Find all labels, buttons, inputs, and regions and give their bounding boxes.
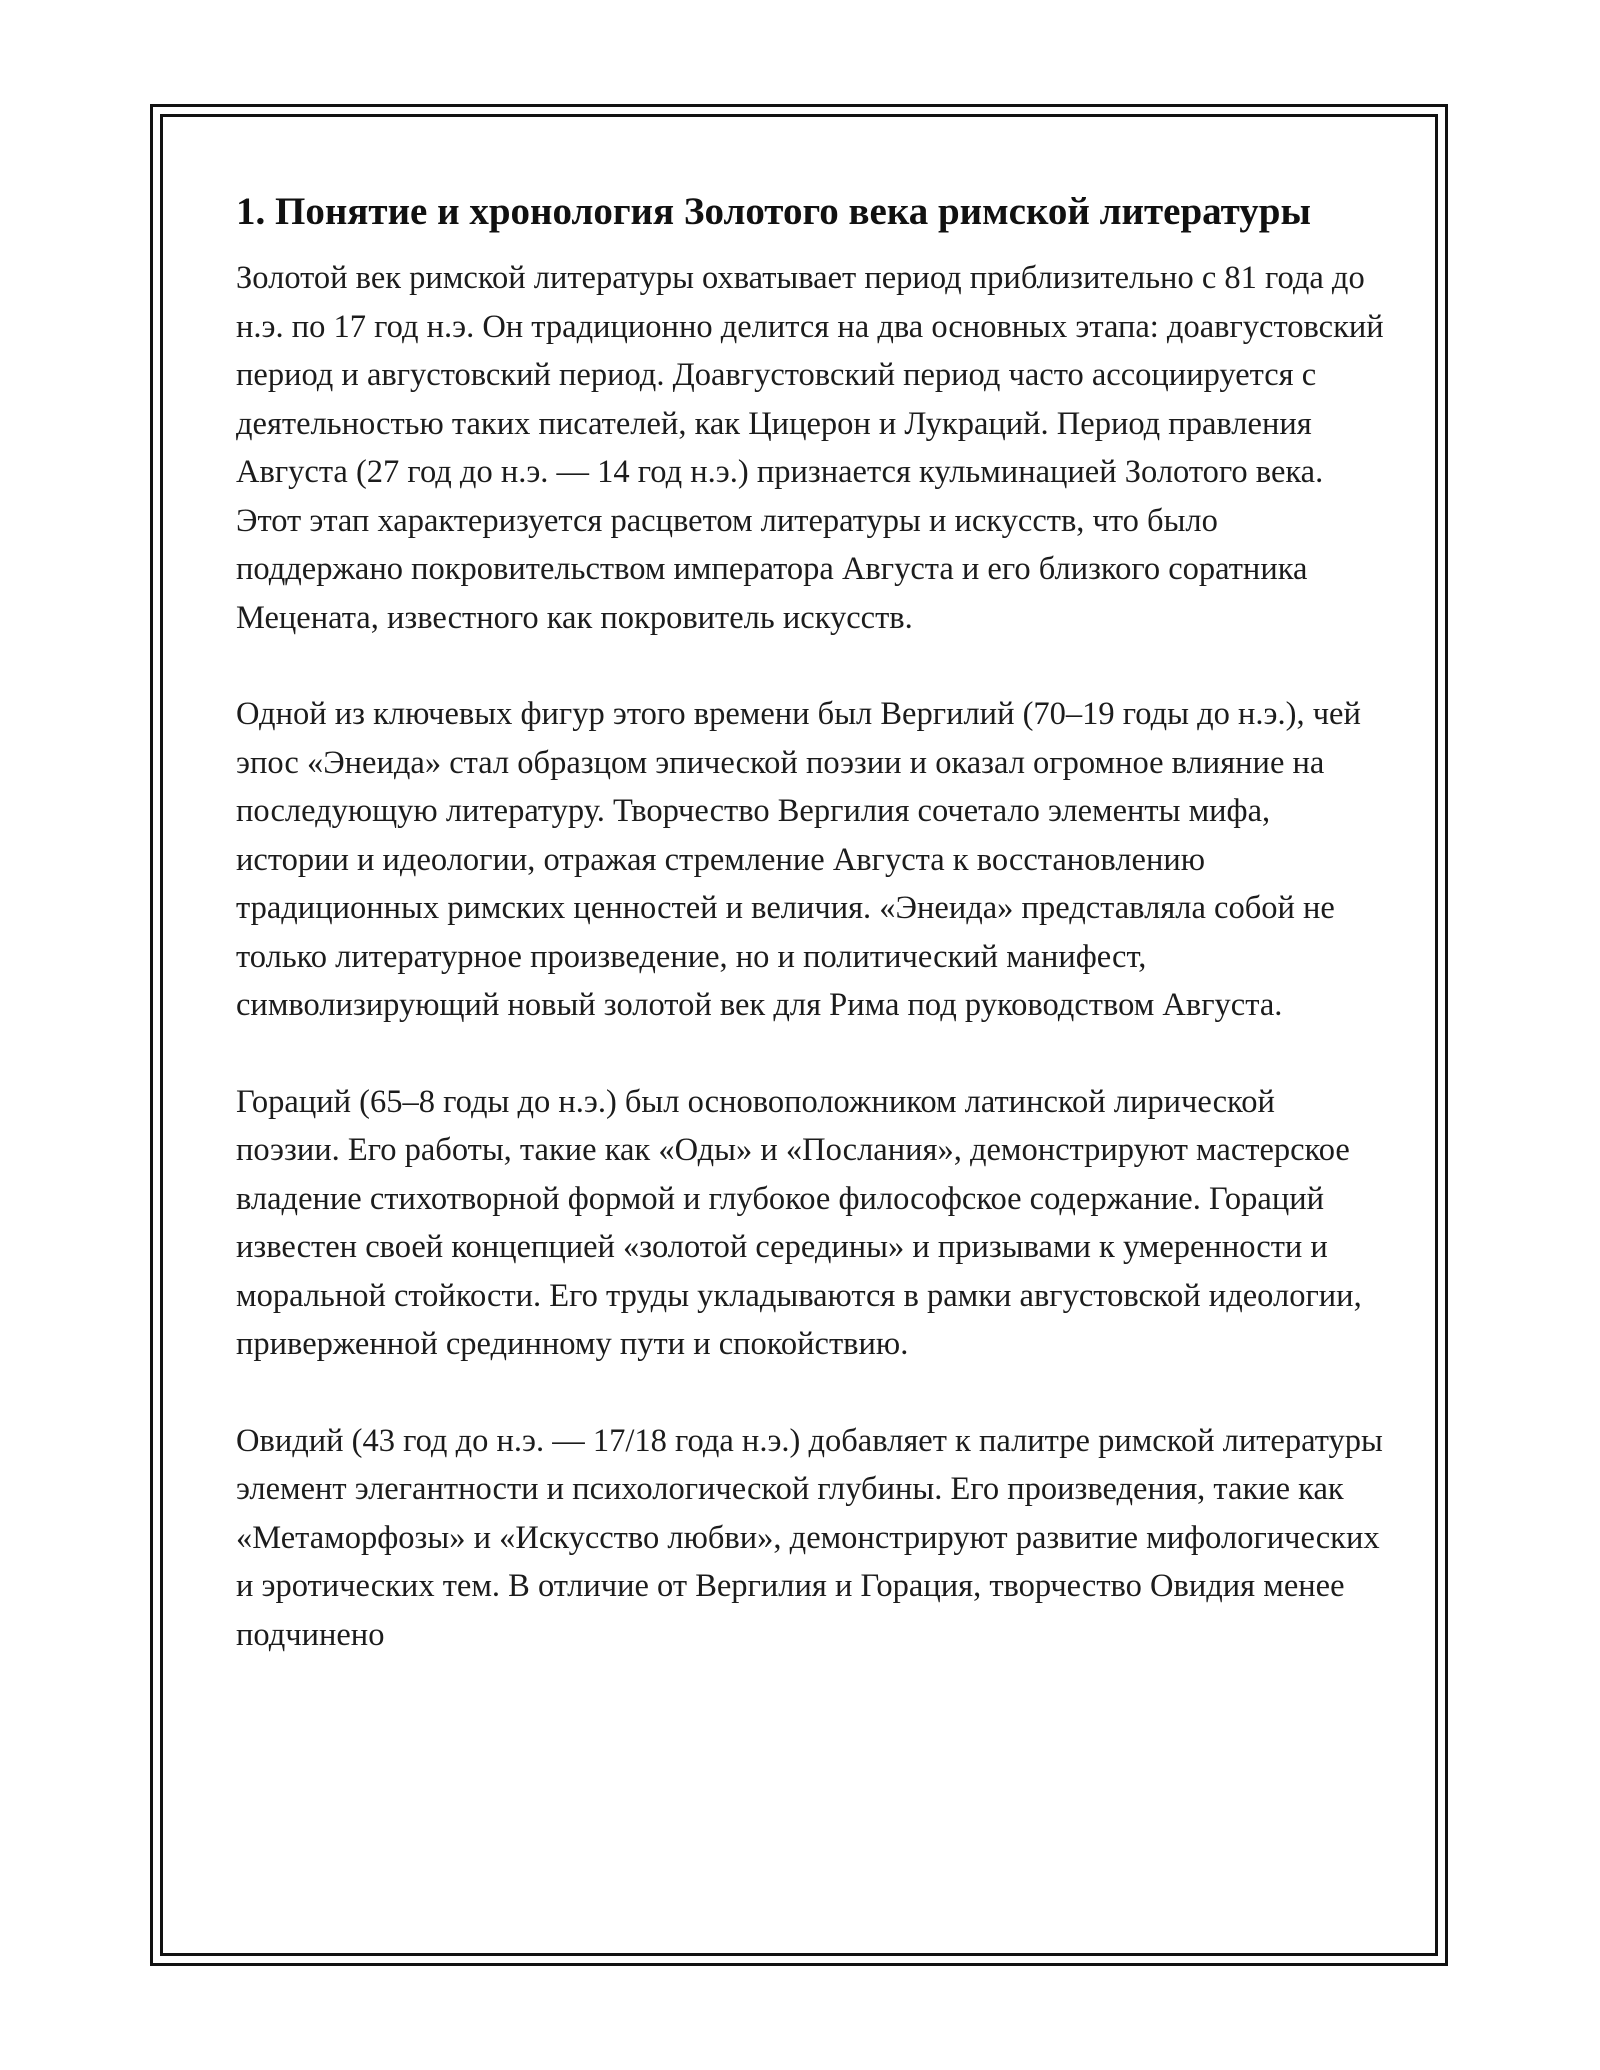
- paragraph-3: Гораций (65–8 годы до н.э.) был основоположником латинской лирической поэзии. Его работы, такие как «Оды» и «Послания», демонстрируют мастерское владение стихотворной формой и глубокое философское содержание. Гораций известен своей концепцией «золотой середины» и призывами к умеренности и моральной стойкости. Его труды укладываются в рамки августовской идеологии, приверженной срединному пути и спокойствию.: [236, 1083, 1362, 1362]
- paragraph-1: Золотой век римской литературы охватывает период приблизительно с 81 года до н.э. по 17 год н.э. Он традиционно делится на два основных этапа: доавгустовский период и августовский период. Доавгустовский период часто ассоциируется с деятельностью таких писателей, как Цицерон и Лукраций. Период правления Августа (27 год до н.э. — 14 год н.э.) признается кульминацией Золотого века. Этот этап характеризуется расцветом литературы и искусств, что было поддержано покровительством императора Августа и его близкого соратника Мецената, известного как покровитель искусств.: [236, 260, 1384, 636]
- document-body: [236, 184, 1386, 1707]
- section-heading: 1. Понятие и хронология Золотого века римской литературы: [236, 190, 1311, 233]
- paragraph-2: Одной из ключевых фигур этого времени был Вергилий (70–19 годы до н.э.), чей эпос «Энеида» стал образцом эпической поэзии и оказал огромное влияние на последующую литературу. Творчество Вергилия сочетало элементы мифа, истории и идеологии, отражая стремление Августа к восстановлению традиционных римских ценностей и величия. «Энеида» представляла собой не только литературное произведение, но и политический манифест, символизирующий новый золотой век для Рима под руководством Августа.: [236, 696, 1361, 1023]
- paragraph-4: Овидий (43 год до н.э. — 17/18 года н.э.) добавляет к палитре римской литературы элемент элегантности и психологической глубины. Его произведения, такие как «Метаморфозы» и «Искусство любви», демонстрируют развитие мифологических и эротических тем. В отличие от Вергилия и Горация, творчество Овидия менее подчинено: [236, 1422, 1383, 1653]
